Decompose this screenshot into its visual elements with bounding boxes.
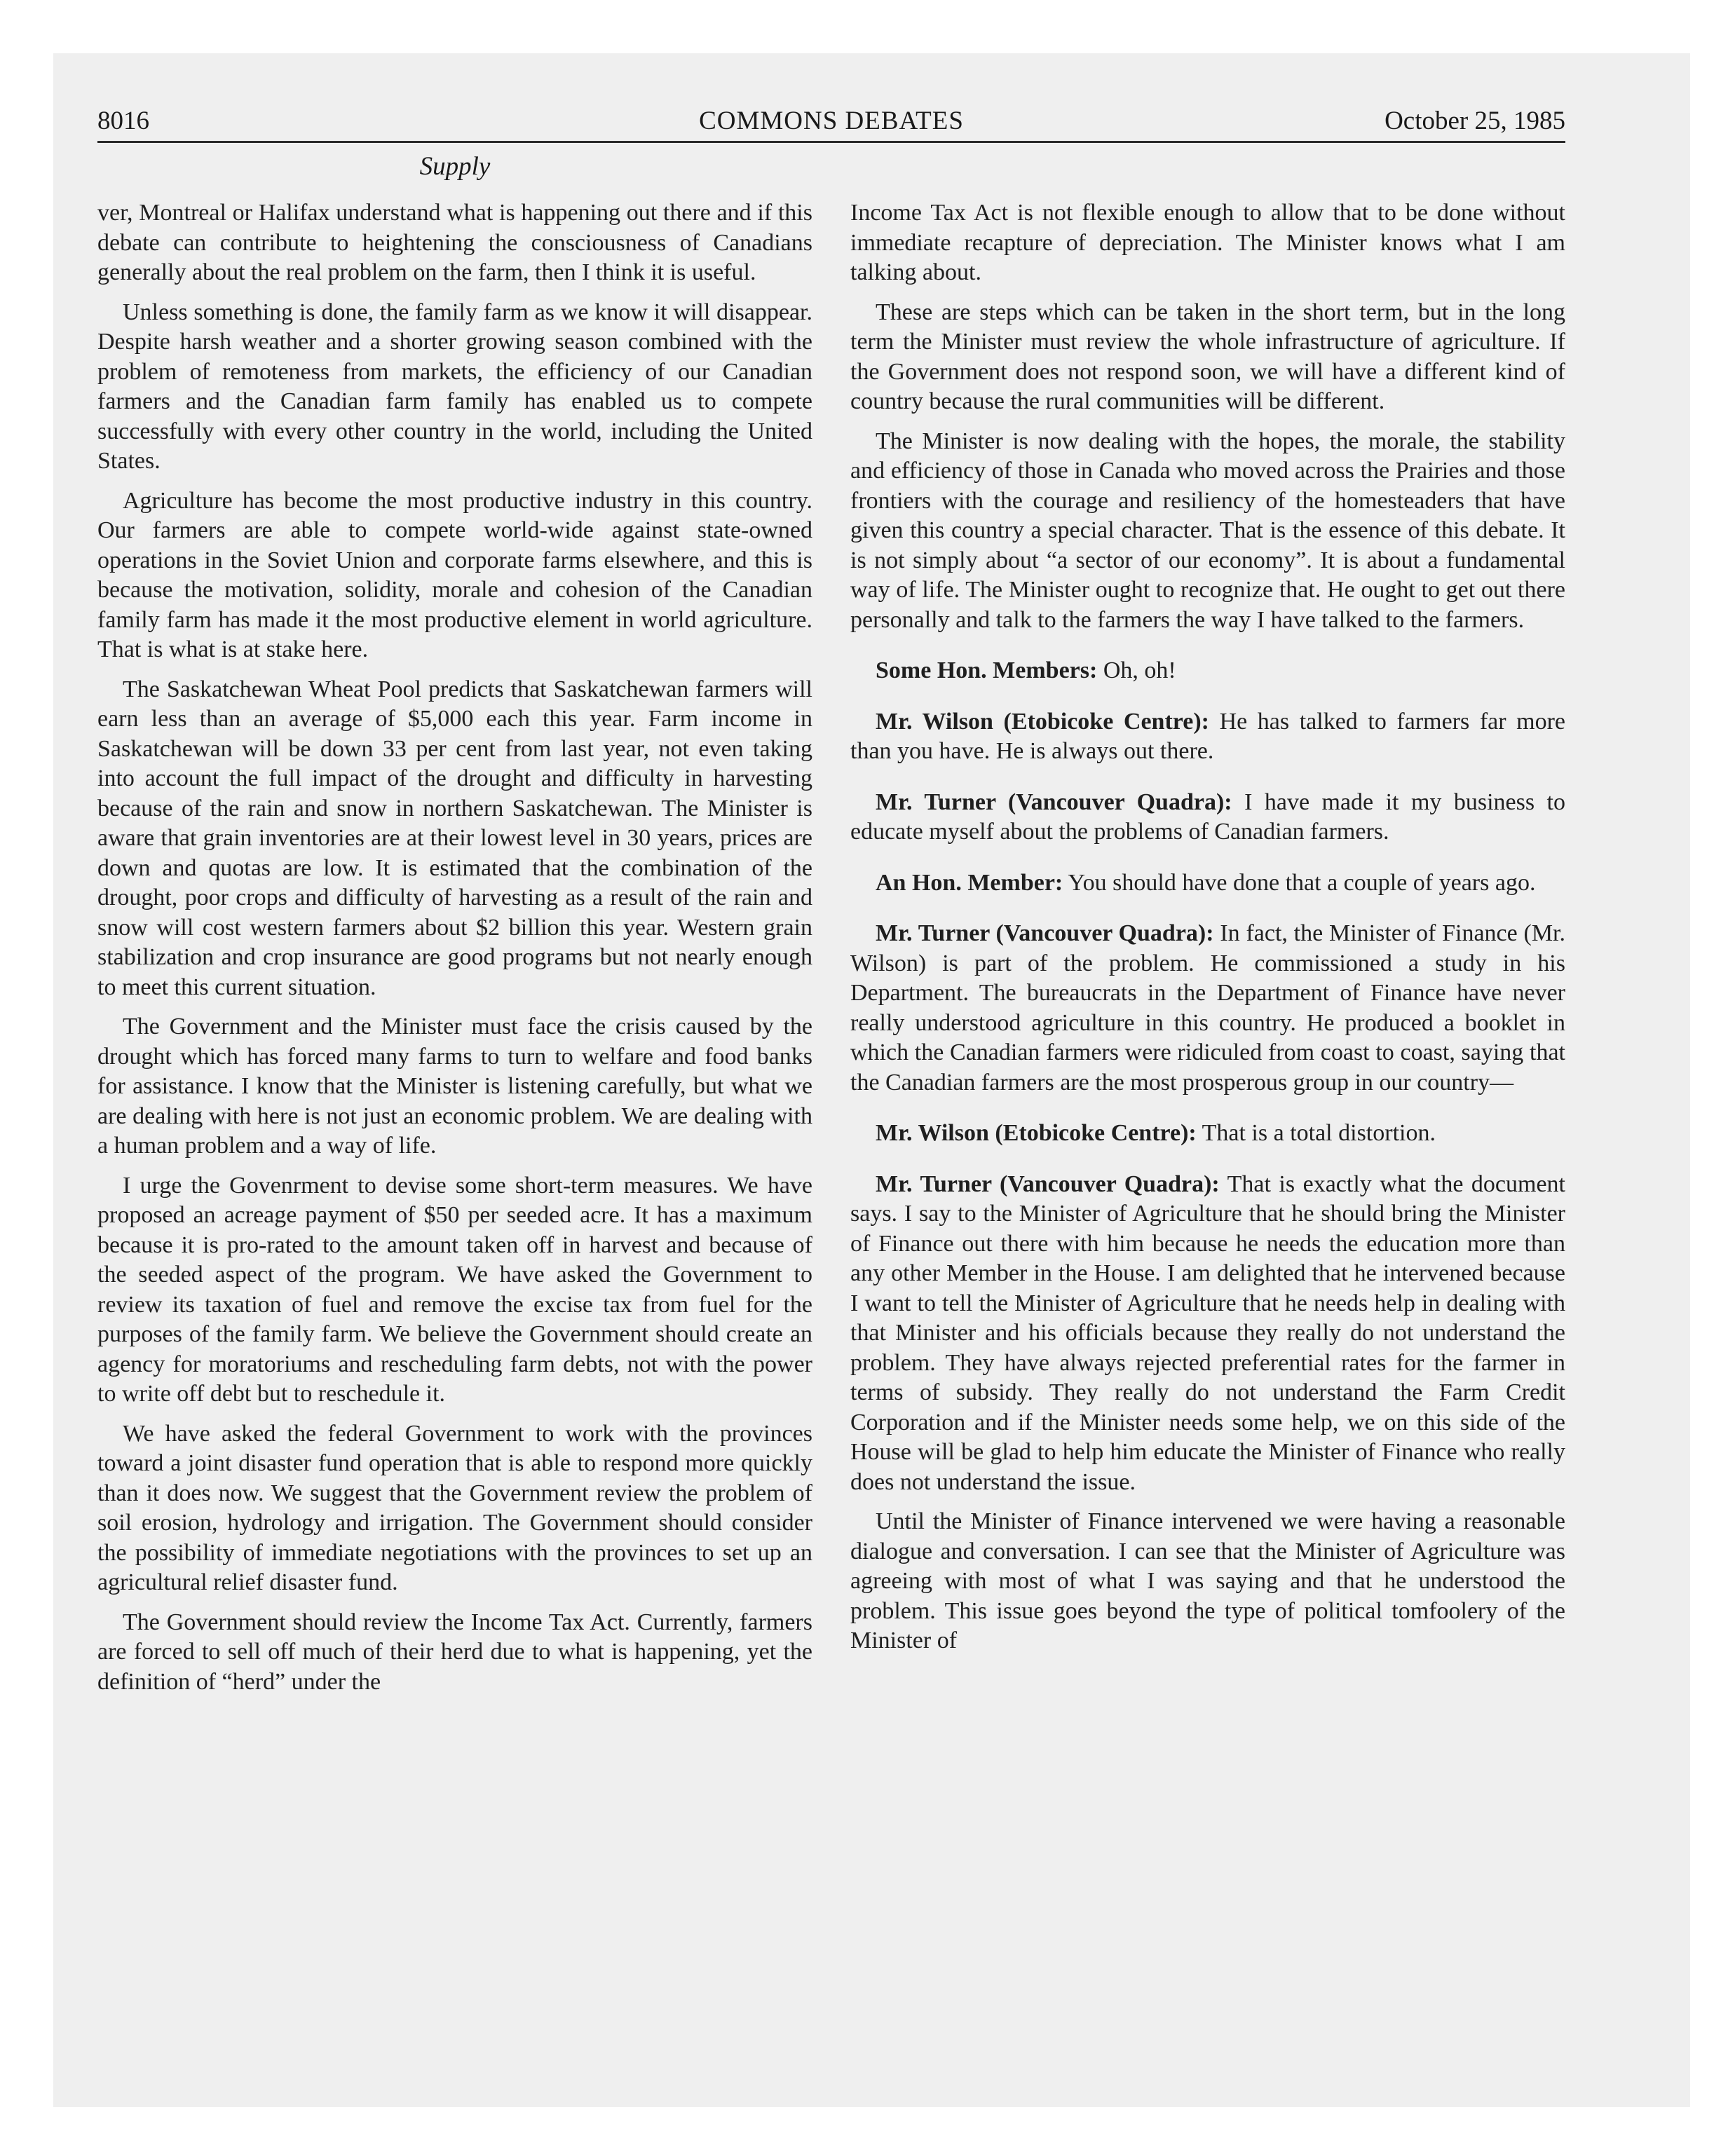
speaker-name: Mr. Wilson (Etobicoke Centre):	[876, 708, 1209, 735]
speech-text: In fact, the Minister of Finance (Mr. Wilson) is part of the problem. He commissioned a study in his Department. The bureaucrats in the Department of Finance have never really understood agriculture in this country. He produced a booklet in which the Canadian farmers were ridiculed from coast to coast, saying that the Canadian farmers are the most prosperous group in our country—	[850, 920, 1565, 1096]
speaker-name: Mr. Turner (Vancouver Quadra):	[876, 920, 1214, 946]
header-rule	[97, 141, 1565, 143]
paragraph: These are steps which can be taken in the short term, but in the long term the Minister must review the whole infrastructure of agriculture. If the Government does not respond soon, we will have a different kind of country because the rural communities will be different.	[850, 299, 1565, 414]
issue-date: October 25, 1985	[1384, 107, 1565, 135]
paragraph: Agriculture has become the most productive industry in this country. Our farmers are able to compete world-wide against state-owned operations in the Soviet Union and corporate farms elsewhere, and this is because the motivation, solidity, morale and cohesion of the Canadian family farm has made it the most productive element in world agriculture. That is what is at stake here.	[97, 487, 812, 662]
publication-title: COMMONS DEBATES	[699, 107, 964, 135]
speech-turn	[850, 788, 1565, 847]
paragraph: Income Tax Act is not flexible enough to allow that to be done without immediate recapture of depreciation. The Minister knows what I am talking about.	[850, 200, 1565, 285]
speaker-name: Mr. Wilson (Etobicoke Centre):	[876, 1120, 1197, 1146]
paragraph: Unless something is done, the family farm as we know it will disappear. Despite harsh weather and a shorter growing season combined with the problem of remoteness from markets, the efficiency of our Canadian farmers and the Canadian farm family has enabled us to compete successfully with every other country in the world, including the United States.	[97, 299, 812, 474]
speech-turn	[850, 1119, 1565, 1149]
speech-turn	[850, 919, 1565, 1098]
speaker-name: Mr. Turner (Vancouver Quadra):	[876, 1171, 1220, 1197]
speech-turn	[850, 868, 1565, 899]
speech-text: I have made it my business to educate myself about the problems of Canadian farmers.	[850, 789, 1565, 845]
paragraph: The Saskatchewan Wheat Pool predicts that Saskatchewan farmers will earn less than an average of $5,000 each this year. Farm income in Saskatchewan will be down 33 per cent from last year, not even taking into account the full impact of the drought and difficulty in harvesting because of the rain and snow in northern Saskatchewan. The Minister is aware that grain inventories are at their lowest level in 30 years, prices are down and quotas are low. It is estimated that the combination of the drought, poor crops and difficulty of harvesting as a result of the rain and snow will cost western farmers about $2 billion this year. Western grain stabilization and crop insurance are good programs but not nearly enough to meet this current situation.	[97, 676, 812, 1000]
paragraph: The Government should review the Income Tax Act. Currently, farmers are forced to sell off much of their herd due to what is happening, yet the definition of “herd” under the	[97, 1609, 812, 1695]
left-column	[97, 198, 812, 1923]
paragraph: We have asked the federal Government to work with the provinces toward a joint disaster fund operation that is able to respond more quickly than it does now. We suggest that the Government review the problem of soil erosion, hydrology and irrigation. The Government should consider the possibility of immediate negotiations with the provinces to set up an agricultural relief disaster fund.	[97, 1420, 812, 1595]
speaker-name: Some Hon. Members:	[876, 657, 1098, 683]
paragraph: The Government and the Minister must face the crisis caused by the drought which has forced many farms to turn to welfare and food banks for assistance. I know that the Minister is listening carefully, but what we are dealing with here is not just an economic problem. We are dealing with a human problem and a way of life.	[97, 1014, 812, 1159]
paragraph: Until the Minister of Finance intervened we were having a reasonable dialogue and conversation. I can see that the Minister of Agriculture was agreeing with most of what I was saying and that he understood the problem. This issue goes beyond the type of political tomfoolery of the Minister of	[850, 1508, 1565, 1653]
paragraph: ver, Montreal or Halifax understand what is happening out there and if this debate can contribute to heightening the consciousness of Canadians generally about the real problem on the farm, then I think it is useful.	[97, 200, 812, 285]
speaker-name: Mr. Turner (Vancouver Quadra):	[876, 789, 1232, 815]
speech-text: He has talked to farmers far more than you have. He is always out there.	[850, 708, 1565, 764]
paragraph: I urge the Govenrment to devise some short-term measures. We have proposed an acreage payment of $50 per seeded acre. It has a maximum because it is pro-rated to the amount taken off in harvest and because of the seeded aspect of the program. We have asked the Government to review its taxation of fuel and remove the excise tax from fuel for the purposes of the family farm. We believe the Government should create an agency for moratoriums and rescheduling farm debts, not with the power to write off debt but to reschedule it.	[97, 1172, 812, 1407]
speaker-name: An Hon. Member:	[876, 869, 1063, 896]
speech-text: That is a total distortion.	[1202, 1120, 1436, 1146]
speech-turn	[850, 656, 1565, 686]
section-title: Supply	[419, 152, 491, 181]
speech-text: That is exactly what the document says. I say to the Minister of Agriculture that he should bring the Minister of Finance out there with him because he needs the education more than any other Member in the House. I am delighted that he intervened because I want to tell the Minister of Agriculture that he needs help in dealing with that Minister and his officials because they really do not understand the problem. They have always rejected preferential rates for the farmer in terms of subsidy. They really do not understand the Farm Credit Corporation and if the Minister needs some help, we on this side of the House will be glad to help him educate the Minister of Finance who really does not understand the issue.	[850, 1171, 1565, 1495]
paragraph: The Minister is now dealing with the hopes, the morale, the stability and efficiency of those in Canada who moved across the Prairies and those frontiers with the courage and resiliency of the homesteaders that have given this country a special character. That is the essence of this debate. It is not simply about “a sector of our economy”. It is about a fundamental way of life. The Minister ought to recognize that. He ought to get out there personally and talk to the farmers the way I have talked to the farmers.	[850, 428, 1565, 633]
speech-text: You should have done that a couple of years ago.	[1068, 869, 1536, 896]
speech-text: Oh, oh!	[1103, 657, 1176, 683]
right-column	[850, 198, 1565, 1923]
page-number: 8016	[97, 107, 149, 135]
speech-turn	[850, 707, 1565, 767]
speech-turn	[850, 1170, 1565, 1498]
